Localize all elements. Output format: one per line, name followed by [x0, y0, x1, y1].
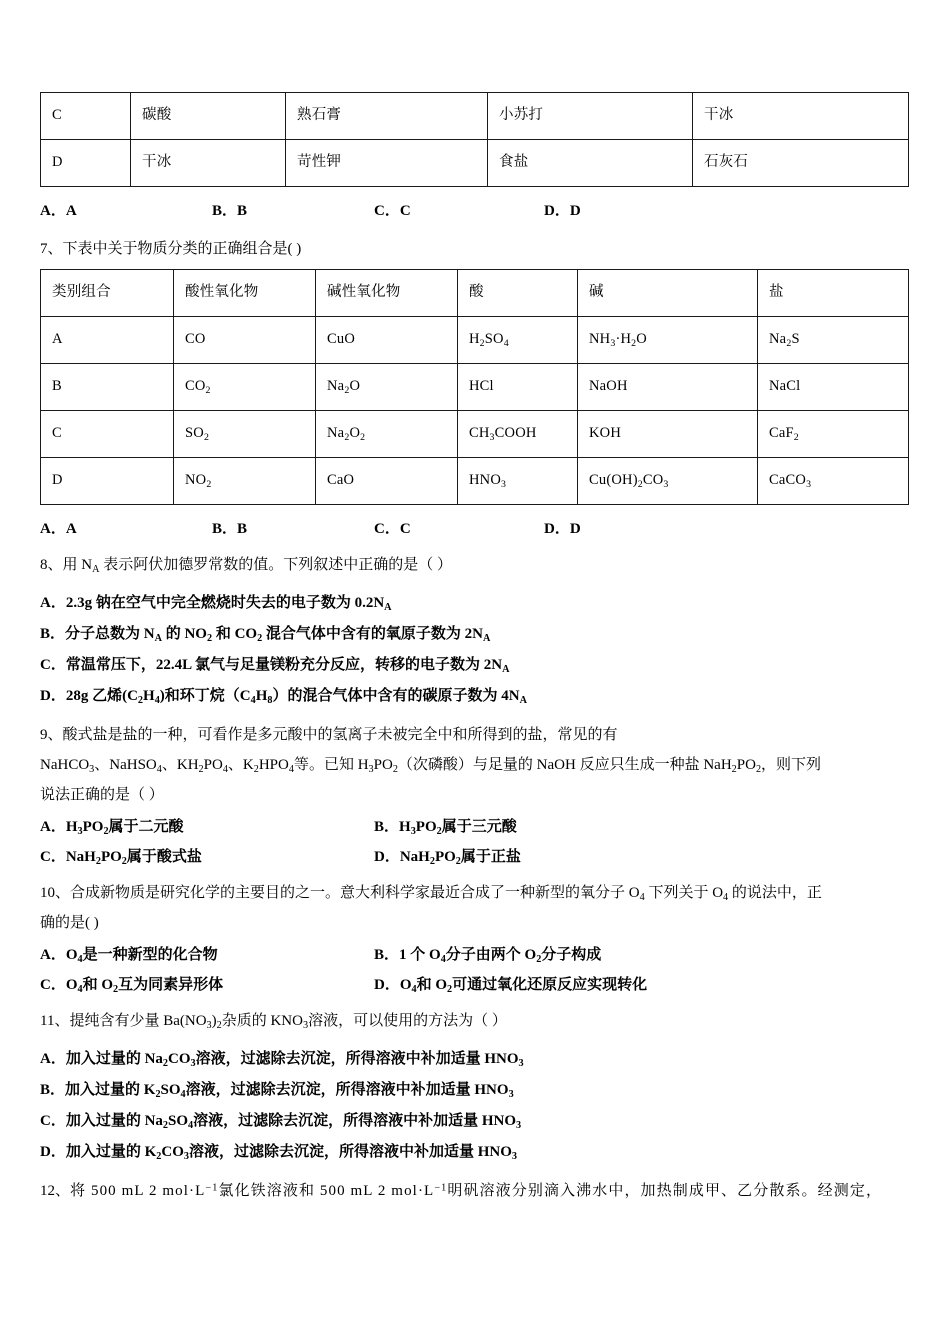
q9-option-c[interactable]: C．$NaH_2PO_2$属于酸式盐: [40, 849, 202, 867]
cell-acidic-oxide: CO: [174, 317, 316, 364]
cell-base: KOH: [578, 411, 758, 458]
q10-options-row-1: [40, 943, 908, 973]
row-label: A: [41, 317, 174, 364]
table-cell: 小苏打: [488, 93, 693, 140]
option-b[interactable]: B．B: [212, 521, 248, 537]
table-cell: 熟石膏: [286, 93, 488, 140]
q8-option-d[interactable]: D．28g 乙烯$(C_2H_4)$和环丁烷$(C_4H_8)$的混合气体中含有的碳原子数为 $4N_A$: [40, 688, 527, 706]
question-9-stem-line-3: 说法正确的是（ ）: [40, 787, 164, 803]
cell-acid: $H_2SO_4$: [458, 317, 578, 364]
q11-option-d[interactable]: D．加入过量的 $K_2CO_3$溶液，过滤除去沉淀，所得溶液中补加适量 $HNO_3$: [40, 1144, 517, 1162]
option-c[interactable]: C．C: [374, 203, 411, 219]
col-header-salt: 盐: [758, 270, 909, 317]
question-9-stem-line-1: [40, 725, 908, 755]
table-row: [41, 458, 909, 505]
col-header-acid: 酸: [458, 270, 578, 317]
question-9-stem-line-2: NaHCO$_3$、NaHSO$_4$、$KH_2PO_4$、$K_2HPO_4$等。已知 $H_3PO_2$（次磷酸）与足量的 NaOH 反应只生成一种盐 $NaH_2PO_2$，则下列: [40, 757, 822, 775]
table-cell: 食盐: [488, 140, 693, 187]
cell-basic-oxide: $Na_2O_2$: [316, 411, 458, 458]
cell-salt: NaCl: [758, 364, 909, 411]
col-header-base: 碱: [578, 270, 758, 317]
table-cell: 石灰石: [693, 140, 909, 187]
question-11-stem: [40, 1011, 908, 1041]
row-label: D: [41, 458, 174, 505]
q6-answer-choices: [40, 199, 908, 225]
col-header-basic-oxide: 碱性氧化物: [316, 270, 458, 317]
cell-basic-oxide: CuO: [316, 317, 458, 364]
option-d[interactable]: D．D: [544, 203, 581, 219]
q10-option-a[interactable]: A．$O_4$是一种新型的化合物: [40, 947, 218, 965]
table-row: [41, 140, 909, 187]
row-label: D: [41, 140, 131, 187]
cell-salt: CaCO$_3$: [758, 458, 909, 505]
question-12-text: 将 500 mL 2 $mol\cdot L^{-1}$氯化铁溶液和 500 mL 2 $mol\cdot L^{-1}$明矾溶液分别滴入沸水中，加热制成甲、乙分散系。经测定，: [70, 1182, 883, 1199]
table-row: [41, 411, 909, 458]
question-10-stem-line-2: 确的是( ): [40, 915, 99, 931]
q9-option-a[interactable]: A．$H_3PO_2$属于二元酸: [40, 819, 184, 837]
q10-option-b[interactable]: B．1 个 $O_4$分子由两个 $O_2$分子构成: [374, 947, 602, 965]
question-8-number: 8、: [40, 557, 63, 573]
q10-option-c[interactable]: C．$O_4$和 $O_2$互为同素异形体: [40, 977, 224, 995]
question-11-number: 11、: [40, 1013, 70, 1029]
cell-base: $Cu(OH)_2CO_3$: [578, 458, 758, 505]
q11-option-b[interactable]: B．加入过量的 $K_2SO_4$溶液，过滤除去沉淀，所得溶液中补加适量 $HNO_3$: [40, 1082, 514, 1100]
question-10-number: 10、: [40, 885, 71, 901]
cell-basic-oxide: $Na_2O$: [316, 364, 458, 411]
question-7-number: 7、: [40, 241, 63, 257]
row-label: C: [41, 93, 131, 140]
table-row: [41, 317, 909, 364]
cell-salt: $Na_2S$: [758, 317, 909, 364]
q11-option-c[interactable]: C．加入过量的 $Na_2SO_4$溶液，过滤除去沉淀，所得溶液中补加适量 $HNO_3$: [40, 1113, 522, 1131]
question-10-text-1: 合成新物质是研究化学的主要目的之一。意大利科学家最近合成了一种新型的氧分子 $O_4$ 下列关于 $O_4$ 的说法中，正: [70, 885, 822, 903]
cell-acidic-oxide: $NO_2$: [174, 458, 316, 505]
question-8-text: 用 $N_A$ 表示阿伏加德罗常数的值。下列叙述中正确的是（ ）: [62, 557, 452, 575]
cell-base: $NH_3\cdot H_2O$: [578, 317, 758, 364]
cell-acidic-oxide: $SO_2$: [174, 411, 316, 458]
q9-options-row-2: [40, 845, 908, 875]
row-label: C: [41, 411, 174, 458]
table-cell: 碳酸: [131, 93, 286, 140]
q9-options-row-1: [40, 815, 908, 845]
q9-option-d[interactable]: D．$NaH_2PO_2$属于正盐: [374, 849, 521, 867]
cell-acidic-oxide: $CO_2$: [174, 364, 316, 411]
question-10-stem-line-1: [40, 883, 908, 913]
cell-base: NaOH: [578, 364, 758, 411]
q9-option-b[interactable]: B．$H_3PO_2$属于三元酸: [374, 819, 517, 837]
question-12-stem: [40, 1181, 908, 1211]
q8-option-b[interactable]: B．分子总数为 $N_A$ 的 $NO_2$ 和 $CO_2$ 混合气体中含有的氧原子数为 $2N_A$: [40, 626, 491, 644]
table-header-row: [41, 270, 909, 317]
table-row: [41, 93, 909, 140]
q10-option-d[interactable]: D．$O_4$和 $O_2$可通过氧化还原反应实现转化: [374, 977, 648, 995]
question-8-stem: [40, 555, 908, 585]
classification-table: [40, 269, 909, 505]
row-label: B: [41, 364, 174, 411]
option-b[interactable]: B．B: [212, 203, 248, 219]
option-c[interactable]: C．C: [374, 521, 411, 537]
option-a[interactable]: A．A: [40, 203, 77, 219]
cell-acid: HCl: [458, 364, 578, 411]
question-12-number: 12、: [40, 1183, 71, 1199]
option-a[interactable]: A．A: [40, 521, 77, 537]
q10-options-row-2: [40, 973, 908, 1003]
table-cell: 干冰: [131, 140, 286, 187]
question-9-number: 9、: [40, 727, 63, 743]
q7-answer-choices: [40, 517, 908, 543]
q8-option-a[interactable]: A．2.3g 钠在空气中完全燃烧时失去的电子数为 $0.2N_A$: [40, 595, 392, 613]
question-7-text: 下表中关于物质分类的正确组合是( ): [62, 241, 302, 257]
cell-acid: $HNO_3$: [458, 458, 578, 505]
table-cell: 苛性钾: [286, 140, 488, 187]
question-7-stem: [40, 239, 908, 269]
substance-naming-table: [40, 92, 909, 187]
cell-basic-oxide: CaO: [316, 458, 458, 505]
col-header-acidic-oxide: 酸性氧化物: [174, 270, 316, 317]
table-cell: 干冰: [693, 93, 909, 140]
cell-salt: CaF$_2$: [758, 411, 909, 458]
page-content: [40, 92, 908, 1211]
cell-acid: $CH_3COOH$: [458, 411, 578, 458]
q11-option-a[interactable]: A．加入过量的 $Na_2CO_3$溶液，过滤除去沉淀，所得溶液中补加适量 $HNO_3$: [40, 1051, 524, 1069]
question-11-text: 提纯含有少量 $Ba(NO_3)_2$杂质的 $KNO_3$溶液，可以使用的方法为（ ）: [69, 1013, 507, 1031]
option-d[interactable]: D．D: [544, 521, 581, 537]
table-row: [41, 364, 909, 411]
col-header-category: 类别组合: [41, 270, 174, 317]
question-9-text-1: 酸式盐是盐的一种，可看作是多元酸中的氢离子未被完全中和所得到的盐，常见的有: [62, 727, 618, 743]
q8-option-c[interactable]: C．常温常压下，22.4L 氯气与足量镁粉充分反应，转移的电子数为 $2N_A$: [40, 657, 510, 675]
